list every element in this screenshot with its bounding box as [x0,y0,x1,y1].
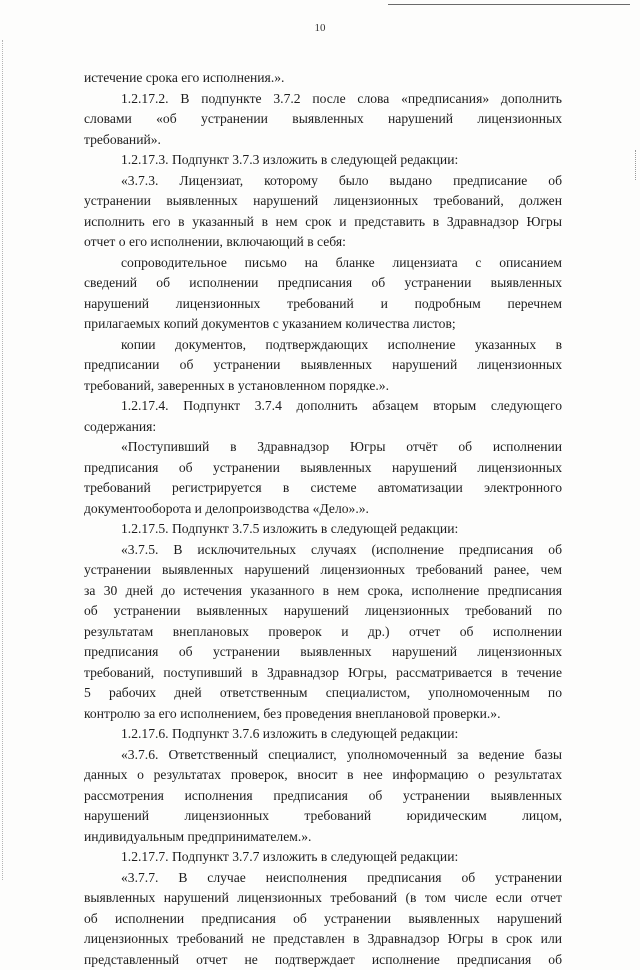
document-body [84,68,562,970]
text-line: 1.2.17.4. Подпункт 3.7.4 дополнить абзацем вторым следующего [84,396,562,417]
text-line: требований, заверенных в установленном порядке.». [84,376,562,397]
scan-edge-dots [2,40,3,880]
page-number: 10 [0,22,640,34]
text-line: «3.7.3. Лицензиат, которому было выдано предписание об [84,171,562,192]
text-line: исполнить его в указанный в нем срок и представить в Здравнадзор Югры [84,212,562,233]
text-line: контролю за его исполнением, без проведения внеплановой проверки.». [84,704,562,725]
text-line: «3.7.7. В случае неисполнения предписания об устранении [84,868,562,889]
text-line: требований регистрируется в системе автоматизации электронного [84,478,562,499]
text-line: предписания об устранении выявленных нарушений лицензионных [84,642,562,663]
text-line: устранении выявленных нарушений лицензионных требований ранее, чем [84,560,562,581]
text-line: лицензионных требований не представлен в Здравнадзор Югры в срок или [84,929,562,950]
text-line: 1.2.17.2. В подпункте 3.7.2 после слова «предписания» дополнить [84,89,562,110]
text-line: 1.2.17.6. Подпункт 3.7.6 изложить в следующей редакции: [84,724,562,745]
text-line: 1.2.17.5. Подпункт 3.7.5 изложить в следующей редакции: [84,519,562,540]
text-line: об устранении выявленных нарушений лицензионных требований по [84,601,562,622]
text-line: содержания: [84,417,562,438]
text-line: устранении выявленных нарушений лицензионных требований, должен [84,191,562,212]
text-line: отчет о его исполнении, включающий в себя: [84,232,562,253]
text-line: за 30 дней до истечения указанного в нем срока, исполнение предписания [84,581,562,602]
text-line: прилагаемых копий документов с указанием количества листов; [84,314,562,335]
text-line: выявленных нарушений лицензионных требований (в том числе если отчет [84,888,562,909]
text-line: требований, поступивший в Здравнадзор Югры, рассматривается в течение [84,663,562,684]
text-line: данных о результатах проверок, вносит в нее информацию о результатах [84,765,562,786]
text-line: требований». [84,130,562,151]
scan-right-mark [635,150,636,180]
text-line: предписания об устранении выявленных нарушений лицензионных [84,458,562,479]
text-line: нарушений лицензионных требований и подробным перечнем [84,294,562,315]
text-line: 1.2.17.3. Подпункт 3.7.3 изложить в следующей редакции: [84,150,562,171]
text-line: копии документов, подтверждающих исполнение указанных в [84,335,562,356]
text-line: сопроводительное письмо на бланке лицензиата с описанием [84,253,562,274]
text-line: истечение срока его исполнения.». [84,68,562,89]
text-line: нарушений лицензионных требований юридическим лицом, [84,806,562,827]
text-line: представленный отчет не подтверждает исполнение предписания об [84,950,562,970]
text-line: словами «об устранении выявленных нарушений лицензионных [84,109,562,130]
text-line: предписании об устранении выявленных нарушений лицензионных [84,355,562,376]
text-line: «3.7.5. В исключительных случаях (исполнение предписания об [84,540,562,561]
text-line: 5 рабочих дней ответственным специалистом, уполномоченным по [84,683,562,704]
text-line: сведений об исполнении предписания об устранении выявленных [84,273,562,294]
text-line: индивидуальным предпринимателем.». [84,827,562,848]
text-line: «3.7.6. Ответственный специалист, уполномоченный за ведение базы [84,745,562,766]
text-line: рассмотрения исполнения предписания об устранении выявленных [84,786,562,807]
text-line: об исполнении предписания об устранении выявленных нарушений [84,909,562,930]
scan-top-rule [388,4,630,5]
text-line: 1.2.17.7. Подпункт 3.7.7 изложить в следующей редакции: [84,847,562,868]
text-line: «Поступивший в Здравнадзор Югры отчёт об исполнении [84,437,562,458]
text-line: документооборота и делопроизводства «Дело».». [84,499,562,520]
text-line: результатам внеплановых проверок и др.) отчет об исполнении [84,622,562,643]
